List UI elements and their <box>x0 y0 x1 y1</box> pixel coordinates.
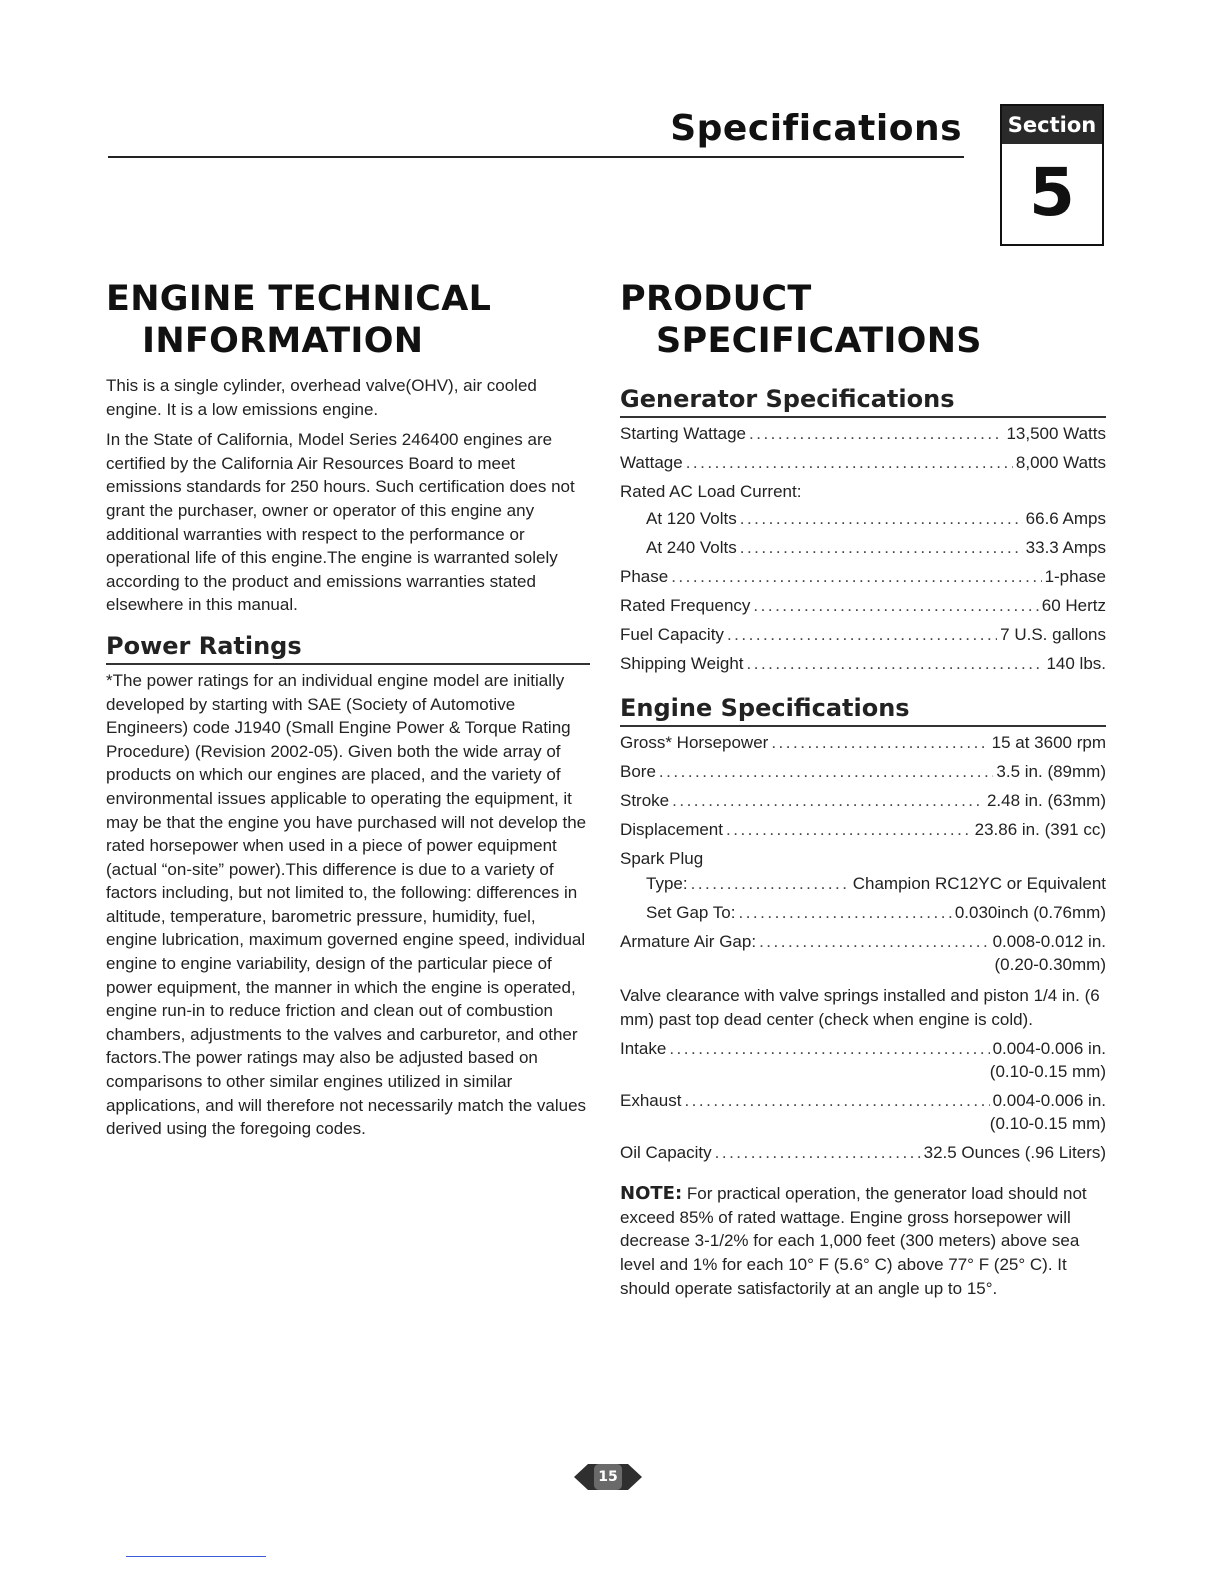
dot-leader <box>691 872 850 895</box>
spec-value: 0.030inch (0.76mm) <box>954 903 1106 922</box>
spec-label: Bore <box>620 762 656 781</box>
dot-leader <box>659 760 993 783</box>
dot-leader <box>727 623 997 646</box>
dot-leader <box>740 507 1023 530</box>
spec-value: 66.6 Amps <box>1025 509 1106 528</box>
dot-leader <box>771 731 988 754</box>
dot-leader <box>759 930 990 953</box>
spark-plug-label: Spark Plug <box>620 849 704 868</box>
header-rule <box>108 156 964 158</box>
engine-technical-column <box>106 278 590 1141</box>
spec-value: 33.3 Amps <box>1025 538 1106 557</box>
spec-row-shipping-weight <box>620 652 1106 675</box>
spec-row-spark-plug-type <box>620 872 1106 895</box>
spec-label: At 120 Volts <box>646 509 737 528</box>
spec-value: 8,000 Watts <box>1015 453 1106 472</box>
product-specifications-heading <box>620 278 1106 362</box>
product-specifications-column <box>620 278 1106 1300</box>
spec-row-armature-air-gap <box>620 930 1106 953</box>
spec-row-set-gap <box>620 901 1106 924</box>
valve-clearance-text: Valve clearance with valve springs installed and piston 1/4 in. (6 mm) past top dead center (check when engine is cold). <box>620 986 1100 1029</box>
note-label: NOTE: <box>620 1183 683 1205</box>
spec-label: Oil Capacity <box>620 1143 712 1163</box>
spec-row-at-240-volts <box>620 536 1106 559</box>
engine-intro-paragraph: This is a single cylinder, overhead valve(OHV), air cooled engine. It is a low emissions engine. <box>106 376 537 419</box>
spec-value: 140 lbs. <box>1046 654 1106 673</box>
dot-leader <box>715 1141 921 1164</box>
spec-value: 32.5 Ounces (.96 Liters) <box>923 1143 1106 1163</box>
spec-row-displacement <box>620 818 1106 841</box>
spec-label: Shipping Weight <box>620 654 744 673</box>
spec-row-fuel-capacity <box>620 623 1106 646</box>
spec-value: 2.48 in. (63mm) <box>986 791 1106 810</box>
product-specifications-heading-line1: PRODUCT <box>620 279 812 319</box>
engine-technical-heading <box>106 278 590 362</box>
spec-label: Gross* Horsepower <box>620 733 769 752</box>
spec-value: 23.86 in. (391 cc) <box>974 820 1106 839</box>
note-paragraph <box>620 1182 1106 1300</box>
spec-row-starting-wattage <box>620 422 1106 445</box>
california-paragraph: In the State of California, Model Series 246400 engines are certified by the California Air Resources Board to meet emissions standards for 250 hours. Such certification does not grant the purchaser, owner or operator of this engine any additional warranties with respect to the performance or operational life of this engine.The engine is warranted solely according to the product and emissions warranties stated elsewhere in this manual. <box>106 430 575 615</box>
page-title: Specifications <box>670 108 962 149</box>
rated-ac-load-label: Rated AC Load Current: <box>620 482 802 501</box>
spec-row-rated-frequency <box>620 594 1106 617</box>
spec-label: Wattage <box>620 453 683 472</box>
dot-leader <box>740 536 1023 559</box>
spec-label: Displacement <box>620 820 723 839</box>
armature-air-gap-metric: (0.20-0.30mm) <box>994 955 1106 974</box>
note-text: For practical operation, the generator load should not exceed 85% of rated wattage. Engine gross horsepower will decrease 3-1/2% for each 1,000 feet (300 meters) above sea level and 1% for each 10° F (5.6° C) above 77° F (25° C). It should operate satisfactorily at an angle up to 15°. <box>620 1184 1087 1298</box>
dot-leader <box>753 594 1038 617</box>
engine-technical-heading-line2: INFORMATION <box>142 321 424 361</box>
spec-row-intake <box>620 1037 1106 1060</box>
spec-row-exhaust <box>620 1089 1106 1112</box>
spec-label: Armature Air Gap: <box>620 932 757 951</box>
generator-specifications-heading: Generator Specifications <box>620 384 1106 418</box>
intake-metric: (0.10-0.15 mm) <box>989 1062 1106 1082</box>
section-tab-label: Section <box>1002 106 1102 144</box>
spec-row-gross-horsepower <box>620 731 1106 754</box>
spec-value: 7 U.S. gallons <box>1000 625 1106 644</box>
spec-value: 60 Hertz <box>1041 596 1106 615</box>
spec-label: Starting Wattage <box>620 424 746 443</box>
spec-value: 15 at 3600 rpm <box>991 733 1106 752</box>
spec-row-bore <box>620 760 1106 783</box>
spec-value: 1-phase <box>1044 567 1106 586</box>
spec-row-stroke <box>620 789 1106 812</box>
power-ratings-paragraph: *The power ratings for an individual engine model are initially developed by starting with SAE (Society of Automotive Engineers) code J1940 (Small Engine Power & Torque Rating Procedure) (Revision 2002-05). Given both the wide array of products on which our engines are placed, and the variety of environmental issues applicable to operating the equipment, it may be that the engine you have purchased will not develop the rated horsepower when used in a piece of power equipment (actual “on-site” power).This difference is due to a variety of factors including, but not limited to, the following: differences in altitude, temperature, barometric pressure, humidity, fuel, engine lubrication, maximum governed engine speed, individual engine to engine variability, design of the particular piece of power equipment, the manner in which the engine is operated, engine run-in to reduce friction and clean out of combustion chambers, adjustments to the valves and carburetor, and other factors.The power ratings may also be adjusted based on comparisons to other similar engines utilized in similar applications, and will therefore not necessarily match the values derived using the foregoing codes. <box>106 670 587 1139</box>
spec-label: Phase <box>620 567 669 586</box>
section-tab-number: 5 <box>1029 154 1075 231</box>
dot-leader <box>672 789 984 812</box>
dot-leader <box>684 1089 989 1112</box>
spec-label: Type: <box>646 874 688 893</box>
spec-label: Intake <box>620 1039 667 1059</box>
spec-row-phase <box>620 565 1106 588</box>
dot-leader <box>738 901 951 924</box>
engine-technical-heading-line1: ENGINE TECHNICAL <box>106 279 492 319</box>
page-number-badge <box>574 1460 642 1494</box>
dot-leader <box>726 818 972 841</box>
spec-row-oil-capacity <box>620 1141 1106 1164</box>
spec-row-at-120-volts <box>620 507 1106 530</box>
dot-leader <box>747 652 1044 675</box>
spec-value: 3.5 in. (89mm) <box>996 762 1106 781</box>
dot-leader <box>669 1037 989 1060</box>
spec-label: Stroke <box>620 791 670 810</box>
footer-link-underline <box>126 1556 266 1557</box>
exhaust-metric: (0.10-0.15 mm) <box>989 1114 1106 1134</box>
spec-label: Exhaust <box>620 1091 682 1111</box>
spec-value: 13,500 Watts <box>1006 424 1106 443</box>
product-specifications-heading-line2: SPECIFICATIONS <box>656 321 982 361</box>
spec-value: 0.008-0.012 in. <box>992 932 1106 951</box>
power-ratings-heading: Power Ratings <box>106 631 590 665</box>
section-tab <box>1000 104 1104 246</box>
spec-label: At 240 Volts <box>646 538 737 557</box>
spec-row-wattage <box>620 451 1106 474</box>
spec-value: 0.004-0.006 in. <box>992 1091 1106 1111</box>
spec-label: Set Gap To: <box>646 903 736 922</box>
dot-leader <box>686 451 1013 474</box>
spec-label: Fuel Capacity <box>620 625 724 644</box>
engine-specifications-heading: Engine Specifications <box>620 693 1106 727</box>
spec-value: 0.004-0.006 in. <box>992 1039 1106 1059</box>
page-number: 15 <box>598 1469 618 1485</box>
dot-leader <box>749 422 1003 445</box>
dot-leader <box>671 565 1041 588</box>
spec-value: Champion RC12YC or Equivalent <box>852 874 1106 893</box>
spec-label: Rated Frequency <box>620 596 751 615</box>
